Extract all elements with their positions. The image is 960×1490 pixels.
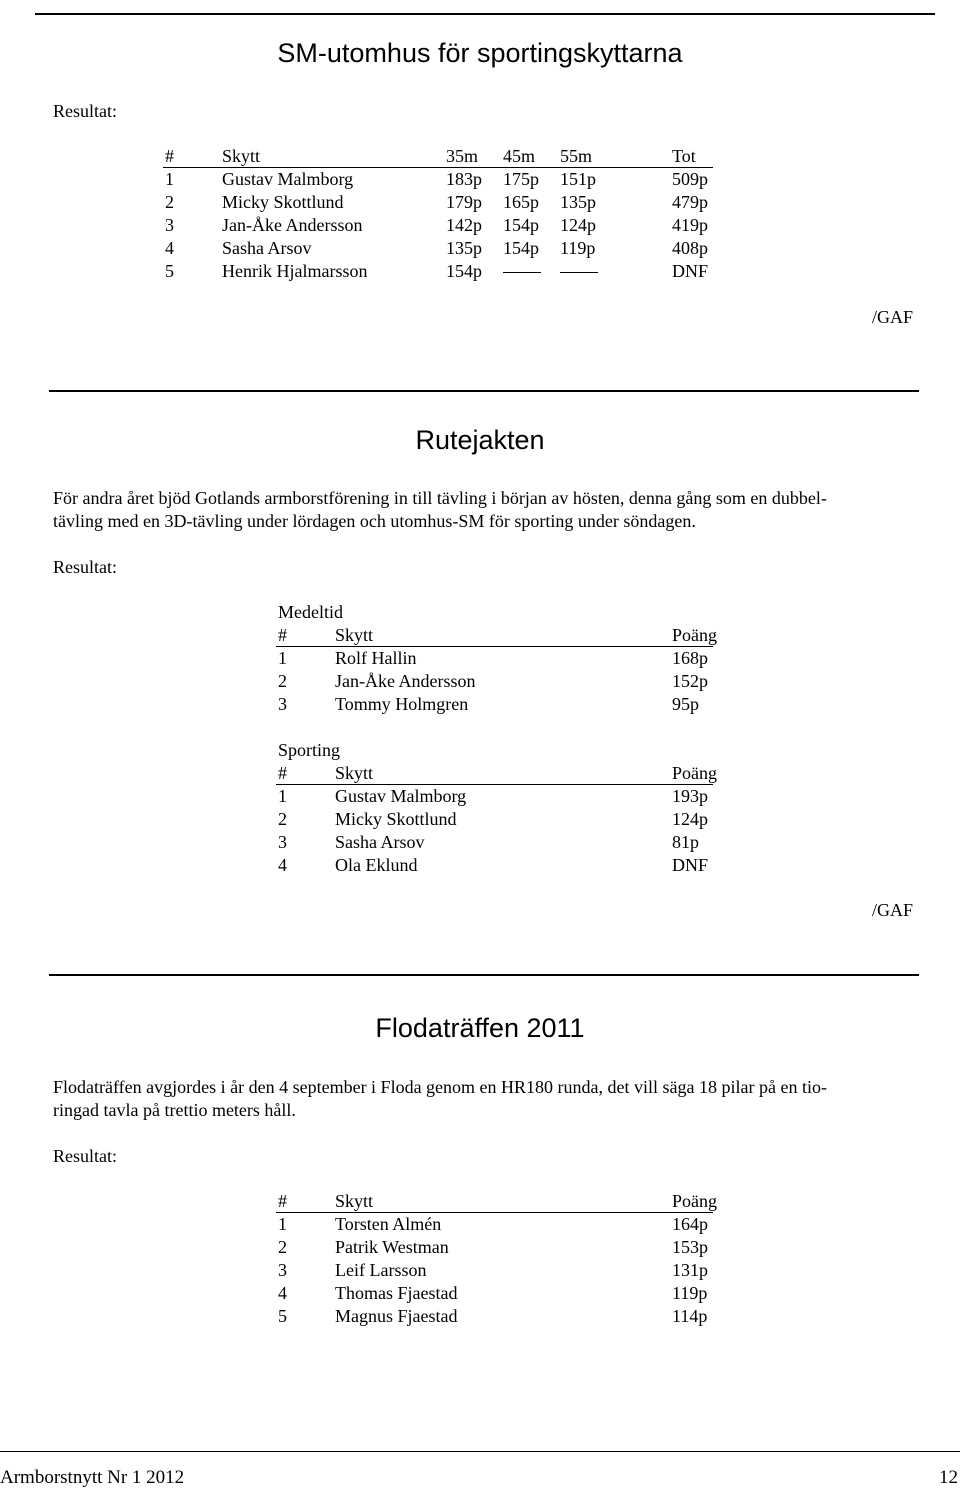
header-points: Poäng <box>672 763 717 783</box>
score-45m: 154p <box>503 215 539 235</box>
table-row <box>0 670 960 693</box>
score-35m: 142p <box>446 215 482 235</box>
score-35m: 135p <box>446 238 482 258</box>
header-points: Poäng <box>672 625 717 645</box>
score-total: DNF <box>672 261 709 281</box>
shooter-name: Gustav Malmborg <box>222 169 354 189</box>
rank: 1 <box>278 1214 287 1234</box>
footer-divider <box>0 1451 960 1452</box>
section3-paragraph-line1: Flodaträffen avgjordes i år den 4 september i Floda genom en HR180 runda, det vill säga 18 pilar på en tio- <box>53 1077 827 1097</box>
rank: 1 <box>278 786 287 806</box>
header-name: Skytt <box>335 763 374 783</box>
score-45m: 175p <box>503 169 539 189</box>
shooter-name: Sasha Arsov <box>222 238 312 258</box>
score-35m: 154p <box>446 261 482 281</box>
header-rank: # <box>165 146 174 166</box>
points: 81p <box>672 832 699 852</box>
shooter-name: Tommy Holmgren <box>335 694 469 714</box>
table-row <box>0 785 960 808</box>
rank: 5 <box>278 1306 287 1326</box>
section1-result-label: Resultat: <box>53 101 117 121</box>
table-header-row <box>0 1190 960 1213</box>
shooter-name: Micky Skottlund <box>335 809 457 829</box>
score-55m: 124p <box>560 215 596 235</box>
no-score-dash <box>503 260 541 283</box>
points: 124p <box>672 809 708 829</box>
rank: 2 <box>165 192 174 212</box>
shooter-name: Thomas Fjaestad <box>335 1283 458 1303</box>
sporting-label: Sporting <box>278 740 341 760</box>
table-row <box>0 237 960 260</box>
shooter-name: Sasha Arsov <box>335 832 425 852</box>
header-name: Skytt <box>335 1191 374 1211</box>
table-row <box>0 1305 960 1328</box>
rank: 4 <box>278 855 287 875</box>
score-55m: 135p <box>560 192 596 212</box>
rank: 2 <box>278 1237 287 1257</box>
points: DNF <box>672 855 709 875</box>
points: 95p <box>672 694 699 714</box>
section2-result-label: Resultat: <box>53 557 117 577</box>
footer-page-number: 12 <box>939 1467 958 1488</box>
rank: 1 <box>165 169 174 189</box>
table-row <box>0 854 960 877</box>
shooter-name: Ola Eklund <box>335 855 418 875</box>
points: 153p <box>672 1237 708 1257</box>
header-tot: Tot <box>672 146 696 166</box>
header-rank: # <box>278 1191 287 1211</box>
points: 131p <box>672 1260 708 1280</box>
rank: 3 <box>278 694 287 714</box>
section-divider <box>49 390 919 392</box>
score-total: 479p <box>672 192 708 212</box>
top-divider <box>35 13 935 15</box>
rank: 2 <box>278 671 287 691</box>
score-total: 419p <box>672 215 708 235</box>
table-row <box>0 1259 960 1282</box>
section1-signature: /GAF <box>871 307 913 327</box>
shooter-name: Magnus Fjaestad <box>335 1306 458 1326</box>
shooter-name: Henrik Hjalmarsson <box>222 261 368 281</box>
table-row <box>0 693 960 716</box>
no-score-dash <box>560 260 598 283</box>
shooter-name: Jan-Åke Andersson <box>335 671 476 691</box>
table-row <box>0 831 960 854</box>
shooter-name: Jan-Åke Andersson <box>222 215 363 235</box>
rank: 4 <box>278 1283 287 1303</box>
table-row <box>0 1282 960 1305</box>
table-row <box>0 808 960 831</box>
shooter-name: Micky Skottlund <box>222 192 344 212</box>
rank: 1 <box>278 648 287 668</box>
section3-paragraph-line2: ringad tavla på trettio meters håll. <box>53 1100 296 1120</box>
table-header-row <box>0 762 960 785</box>
rank: 3 <box>278 1260 287 1280</box>
section3-title: Flodaträffen 2011 <box>375 1013 585 1043</box>
table-row <box>0 647 960 670</box>
shooter-name: Patrik Westman <box>335 1237 449 1257</box>
points: 168p <box>672 648 708 668</box>
score-45m: 165p <box>503 192 539 212</box>
points: 119p <box>672 1283 708 1303</box>
rank: 4 <box>165 238 174 258</box>
points: 152p <box>672 671 708 691</box>
table-row <box>0 1213 960 1236</box>
medeltid-label: Medeltid <box>278 602 343 622</box>
header-points: Poäng <box>672 1191 717 1211</box>
rank: 2 <box>278 809 287 829</box>
rank: 3 <box>165 215 174 235</box>
header-45m: 45m <box>503 146 536 166</box>
shooter-name: Torsten Almén <box>335 1214 442 1234</box>
section2-paragraph-line1: För andra året bjöd Gotlands armborstförening in till tävling i början av hösten, denna gång som en dubbel- <box>53 488 827 508</box>
section3-result-label: Resultat: <box>53 1146 117 1166</box>
points: 164p <box>672 1214 708 1234</box>
score-45m: 154p <box>503 238 539 258</box>
header-name: Skytt <box>222 146 261 166</box>
section2-title: Rutejakten <box>415 425 545 455</box>
table-row <box>0 1236 960 1259</box>
rank: 3 <box>278 832 287 852</box>
table-row <box>0 191 960 214</box>
header-rank: # <box>278 763 287 783</box>
section1-title: SM-utomhus för sportingskyttarna <box>277 38 683 68</box>
score-35m: 183p <box>446 169 482 189</box>
score-total: 408p <box>672 238 708 258</box>
score-total: 509p <box>672 169 708 189</box>
section2-paragraph-line2: tävling med en 3D-tävling under lördagen och utomhus-SM för sporting under söndagen. <box>53 511 696 531</box>
footer-publication: Armborstnytt Nr 1 2012 <box>0 1467 185 1488</box>
table-header-row <box>0 145 960 168</box>
score-55m: 151p <box>560 169 596 189</box>
shooter-name: Gustav Malmborg <box>335 786 467 806</box>
header-name: Skytt <box>335 625 374 645</box>
section2-signature: /GAF <box>871 900 913 920</box>
header-rank: # <box>278 625 287 645</box>
table-row <box>0 168 960 191</box>
score-35m: 179p <box>446 192 482 212</box>
rank: 5 <box>165 261 174 281</box>
table-row <box>0 260 960 283</box>
shooter-name: Leif Larsson <box>335 1260 427 1280</box>
shooter-name: Rolf Hallin <box>335 648 417 668</box>
section-divider <box>49 974 919 976</box>
table-header-row <box>0 624 960 647</box>
points: 193p <box>672 786 708 806</box>
table-row <box>0 214 960 237</box>
score-55m: 119p <box>560 238 596 258</box>
header-35m: 35m <box>446 146 479 166</box>
header-55m: 55m <box>560 146 593 166</box>
points: 114p <box>672 1306 708 1326</box>
